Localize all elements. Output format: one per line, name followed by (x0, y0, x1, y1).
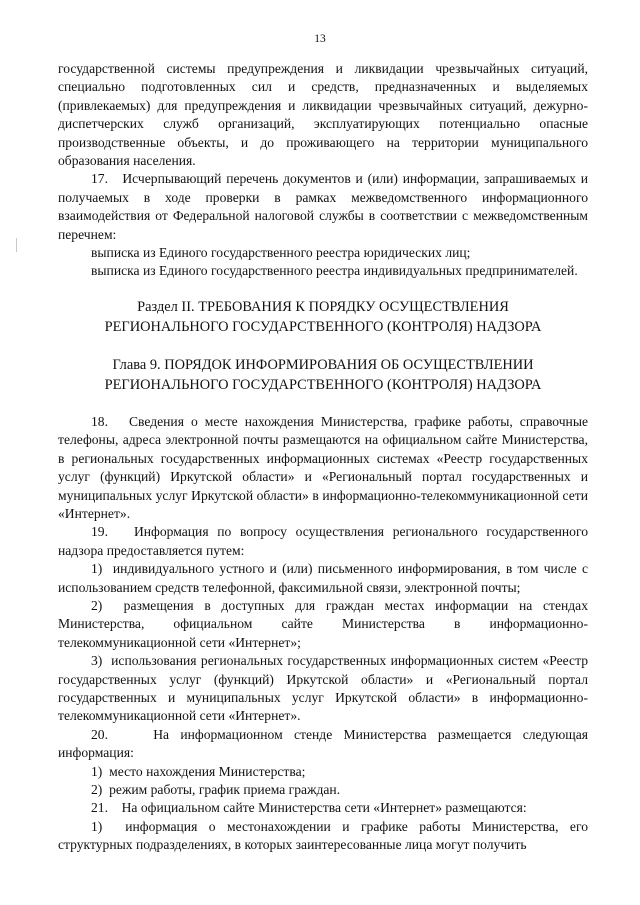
paragraph-20-item-1: 1) место нахождения Министерства; (91, 763, 306, 779)
section-heading-line-1: Раздел II. ТРЕБОВАНИЯ К ПОРЯДКУ ОСУЩЕСТВЛЕНИЯ (137, 298, 509, 315)
section-heading-line-2: РЕГИОНАЛЬНОГО ГОСУДАРСТВЕННОГО (КОНТРОЛЯ) НАДЗОРА (104, 318, 542, 335)
chapter-heading (58, 355, 588, 395)
chapter-heading-line-1: Глава 9. ПОРЯДОК ИНФОРМИРОВАНИЯ ОБ ОСУЩЕСТВЛЕНИИ (112, 356, 534, 373)
paragraph-19-item-3: 3) использования региональных государственных информационных систем «Реестр государственных услуг (функций) Иркутской области» и «Региональный портал государственных и муниципальных услуг Иркутской области» в информационно-телекоммуникационной сети «Интернет». (58, 653, 588, 724)
paragraph-19-item-1: 1) индивидуального устного и (или) письменного информирования, в том числе с использованием средств телефонной, факсимильной связи, электронной почты; (58, 561, 588, 595)
page-number: 13 (314, 33, 326, 45)
paragraph-17-item-1: выписка из Единого государственного реестра юридических лиц; (91, 245, 471, 261)
document-body (58, 60, 588, 855)
paragraph-21-item-1: 1) информация о местонахождении и графике работы Министерства, его структурных подразделениях, в которых заинтересованные лица могут получить (58, 818, 588, 853)
paragraph-21: 21. На официальном сайте Министерства сети «Интернет» размещаются: (91, 800, 527, 816)
paragraph-19: 19. Информация по вопросу осуществления регионального государственного надзора предоставляется путем: (58, 524, 588, 558)
paragraph-19-item-2: 2) размещения в доступных для граждан местах информации на стендах Министерства, официальном сайте Министерства в информационно-телекоммуникационной сети «Интернет»; (58, 597, 588, 650)
paragraph-20: 20. На информационном стенде Министерства размещается следующая информация: (58, 726, 588, 761)
section-heading (58, 297, 588, 337)
paragraph-17: 17. Исчерпывающий перечень документов и (или) информации, запрашиваемых и получаемых в ходе проверки в рамках межведомственного информационного взаимодействия от Федеральной налоговой службы в соответствии с межведомственным перечнем: (58, 171, 588, 242)
paragraph-18: 18. Сведения о месте нахождения Министерства, графике работы, справочные телефоны, адреса электронной почты размещаются на официальном сайте Министерства, в региональных государственных информационных системах «Реестр государственных услуг (функций) Иркутской области» и «Региональный портал государственных и муниципальных услуг Иркутской области» в информационно-телекоммуникационной сети «Интернет». (58, 413, 588, 521)
paragraph-20-item-2: 2) режим работы, график приема граждан. (91, 782, 341, 797)
paragraph-17-item-2: выписка из Единого государственного реестра индивидуальных предпринимателей. (91, 263, 578, 279)
paragraph-continuation: государственной системы предупреждения и ликвидации чрезвычайных ситуаций, специально подготовленных сил и средств, предназначенных и выделяемых (привлекаемых) для предупреждения и ликвидации чрезвычайных ситуаций, дежурно-диспетчерских служб организаций, эксплуатирующих потенциально опасные производственные объекты, и до проживающего на территории муниципального образования населения. (58, 61, 588, 169)
margin-mark (16, 238, 17, 252)
chapter-heading-line-2: РЕГИОНАЛЬНОГО ГОСУДАРСТВЕННОГО (КОНТРОЛЯ) НАДЗОРА (104, 376, 542, 393)
